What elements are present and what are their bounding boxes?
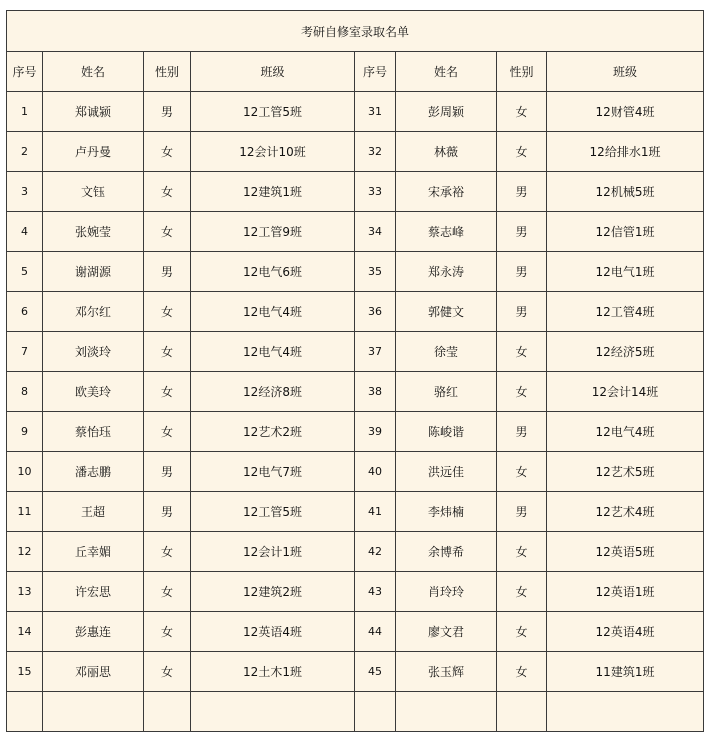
cell-class-right: 12机械5班 — [547, 172, 704, 212]
cell-name-right: 彭周颖 — [396, 92, 497, 132]
cell-gender-right: 女 — [497, 652, 547, 692]
cell-gender-right: 女 — [497, 372, 547, 412]
cell-name-right: 骆红 — [396, 372, 497, 412]
table-row — [7, 612, 704, 652]
cell-gender-right: 男 — [497, 172, 547, 212]
cell-class-right: 12英语5班 — [547, 532, 704, 572]
cell-seq-left: 1 — [7, 92, 43, 132]
cell-class-right: 12电气1班 — [547, 252, 704, 292]
cell-gender-left: 女 — [144, 292, 191, 332]
cell-gender-right: 男 — [497, 412, 547, 452]
cell-seq-left: 6 — [7, 292, 43, 332]
cell-class-left: 12建筑1班 — [191, 172, 355, 212]
cell-gender-right — [497, 692, 547, 732]
cell-seq-right: 38 — [355, 372, 396, 412]
cell-name-right: 郑永涛 — [396, 252, 497, 292]
cell-gender-left: 女 — [144, 332, 191, 372]
header-row — [7, 52, 704, 92]
cell-class-left: 12电气6班 — [191, 252, 355, 292]
header-class-left: 班级 — [191, 52, 355, 92]
cell-class-right: 12会计14班 — [547, 372, 704, 412]
cell-name-right: 蔡志峰 — [396, 212, 497, 252]
cell-name-left: 邓丽思 — [43, 652, 144, 692]
cell-gender-left: 女 — [144, 572, 191, 612]
cell-class-left: 12艺术2班 — [191, 412, 355, 452]
cell-name-right: 徐莹 — [396, 332, 497, 372]
cell-seq-left: 3 — [7, 172, 43, 212]
table-body — [7, 92, 704, 732]
cell-name-left: 张婉莹 — [43, 212, 144, 252]
cell-seq-left: 7 — [7, 332, 43, 372]
cell-name-right: 宋承裕 — [396, 172, 497, 212]
cell-gender-left: 女 — [144, 532, 191, 572]
cell-class-right — [547, 692, 704, 732]
table-row — [7, 452, 704, 492]
admission-list-table — [6, 10, 704, 732]
table-row — [7, 412, 704, 452]
cell-gender-left: 女 — [144, 412, 191, 452]
cell-gender-right: 女 — [497, 612, 547, 652]
cell-gender-left: 男 — [144, 452, 191, 492]
cell-class-left: 12经济8班 — [191, 372, 355, 412]
table-row — [7, 652, 704, 692]
cell-seq-right: 44 — [355, 612, 396, 652]
cell-seq-right: 39 — [355, 412, 396, 452]
cell-seq-right: 37 — [355, 332, 396, 372]
cell-seq-left: 5 — [7, 252, 43, 292]
cell-gender-right: 女 — [497, 92, 547, 132]
cell-gender-left — [144, 692, 191, 732]
cell-class-right: 12给排水1班 — [547, 132, 704, 172]
cell-class-left: 12工管5班 — [191, 92, 355, 132]
cell-gender-right: 男 — [497, 212, 547, 252]
cell-class-right: 12信管1班 — [547, 212, 704, 252]
cell-gender-right: 男 — [497, 292, 547, 332]
header-gender-right: 性别 — [497, 52, 547, 92]
cell-gender-right: 男 — [497, 252, 547, 292]
cell-seq-left: 10 — [7, 452, 43, 492]
cell-seq-left: 14 — [7, 612, 43, 652]
cell-name-left: 彭惠连 — [43, 612, 144, 652]
cell-seq-left: 8 — [7, 372, 43, 412]
cell-seq-left: 2 — [7, 132, 43, 172]
table-row — [7, 692, 704, 732]
cell-class-left: 12工管5班 — [191, 492, 355, 532]
cell-class-left — [191, 692, 355, 732]
table-row — [7, 92, 704, 132]
table-row — [7, 212, 704, 252]
cell-seq-right: 42 — [355, 532, 396, 572]
cell-seq-left: 9 — [7, 412, 43, 452]
header-seq-right: 序号 — [355, 52, 396, 92]
cell-name-right: 余博希 — [396, 532, 497, 572]
cell-name-right: 廖文君 — [396, 612, 497, 652]
table-row — [7, 132, 704, 172]
cell-gender-left: 女 — [144, 652, 191, 692]
table-row — [7, 252, 704, 292]
cell-seq-left: 12 — [7, 532, 43, 572]
table-row — [7, 292, 704, 332]
header-class-right: 班级 — [547, 52, 704, 92]
header-name-right: 姓名 — [396, 52, 497, 92]
cell-class-right: 12电气4班 — [547, 412, 704, 452]
cell-name-left: 郑诚颍 — [43, 92, 144, 132]
table-row — [7, 572, 704, 612]
cell-seq-right: 35 — [355, 252, 396, 292]
cell-seq-right: 33 — [355, 172, 396, 212]
cell-seq-right: 41 — [355, 492, 396, 532]
cell-gender-right: 男 — [497, 492, 547, 532]
cell-name-left — [43, 692, 144, 732]
cell-name-left: 欧美玲 — [43, 372, 144, 412]
header-name-left: 姓名 — [43, 52, 144, 92]
cell-class-left: 12电气4班 — [191, 332, 355, 372]
cell-name-right — [396, 692, 497, 732]
cell-class-right: 12工管4班 — [547, 292, 704, 332]
cell-name-left: 许宏思 — [43, 572, 144, 612]
cell-gender-left: 女 — [144, 132, 191, 172]
cell-gender-left: 女 — [144, 212, 191, 252]
cell-seq-right: 36 — [355, 292, 396, 332]
cell-gender-left: 女 — [144, 612, 191, 652]
cell-class-left: 12英语4班 — [191, 612, 355, 652]
cell-seq-right: 31 — [355, 92, 396, 132]
cell-name-left: 卢丹曼 — [43, 132, 144, 172]
cell-class-left: 12工管9班 — [191, 212, 355, 252]
cell-gender-right: 女 — [497, 132, 547, 172]
cell-class-right: 12英语4班 — [547, 612, 704, 652]
cell-class-left: 12电气7班 — [191, 452, 355, 492]
cell-class-right: 12艺术5班 — [547, 452, 704, 492]
cell-class-right: 12英语1班 — [547, 572, 704, 612]
cell-name-right: 洪远佳 — [396, 452, 497, 492]
cell-name-left: 邓尔红 — [43, 292, 144, 332]
cell-name-left: 蔡怡珏 — [43, 412, 144, 452]
cell-name-left: 王超 — [43, 492, 144, 532]
table-row — [7, 332, 704, 372]
cell-seq-right — [355, 692, 396, 732]
cell-name-right: 林薇 — [396, 132, 497, 172]
cell-seq-left: 13 — [7, 572, 43, 612]
cell-class-left: 12电气4班 — [191, 292, 355, 332]
cell-class-right: 11建筑1班 — [547, 652, 704, 692]
cell-gender-left: 男 — [144, 92, 191, 132]
cell-class-left: 12土木1班 — [191, 652, 355, 692]
cell-seq-left: 4 — [7, 212, 43, 252]
cell-class-right: 12经济5班 — [547, 332, 704, 372]
table-row — [7, 492, 704, 532]
cell-name-right: 张玉辉 — [396, 652, 497, 692]
cell-class-left: 12会计1班 — [191, 532, 355, 572]
cell-class-right: 12艺术4班 — [547, 492, 704, 532]
cell-name-left: 刘淡玲 — [43, 332, 144, 372]
cell-gender-right: 女 — [497, 532, 547, 572]
header-seq-left: 序号 — [7, 52, 43, 92]
cell-class-left: 12建筑2班 — [191, 572, 355, 612]
cell-class-right: 12财管4班 — [547, 92, 704, 132]
table-row — [7, 172, 704, 212]
cell-gender-left: 男 — [144, 492, 191, 532]
cell-name-right: 李炜楠 — [396, 492, 497, 532]
table-row — [7, 532, 704, 572]
cell-seq-left — [7, 692, 43, 732]
cell-seq-right: 32 — [355, 132, 396, 172]
cell-gender-left: 女 — [144, 372, 191, 412]
cell-gender-right: 女 — [497, 572, 547, 612]
cell-seq-right: 45 — [355, 652, 396, 692]
cell-name-left: 谢湖源 — [43, 252, 144, 292]
cell-gender-right: 女 — [497, 452, 547, 492]
cell-seq-right: 40 — [355, 452, 396, 492]
cell-gender-left: 男 — [144, 252, 191, 292]
cell-class-left: 12会计10班 — [191, 132, 355, 172]
header-gender-left: 性别 — [144, 52, 191, 92]
table-row — [7, 372, 704, 412]
cell-name-left: 文钰 — [43, 172, 144, 212]
cell-name-right: 郭健文 — [396, 292, 497, 332]
cell-name-left: 潘志鹏 — [43, 452, 144, 492]
table-title: 考研自修室录取名单 — [7, 11, 704, 52]
cell-gender-right: 女 — [497, 332, 547, 372]
cell-gender-left: 女 — [144, 172, 191, 212]
cell-seq-left: 11 — [7, 492, 43, 532]
cell-name-left: 丘幸媚 — [43, 532, 144, 572]
cell-name-right: 陈峻谐 — [396, 412, 497, 452]
cell-seq-right: 43 — [355, 572, 396, 612]
cell-name-right: 肖玲玲 — [396, 572, 497, 612]
cell-seq-left: 15 — [7, 652, 43, 692]
cell-seq-right: 34 — [355, 212, 396, 252]
